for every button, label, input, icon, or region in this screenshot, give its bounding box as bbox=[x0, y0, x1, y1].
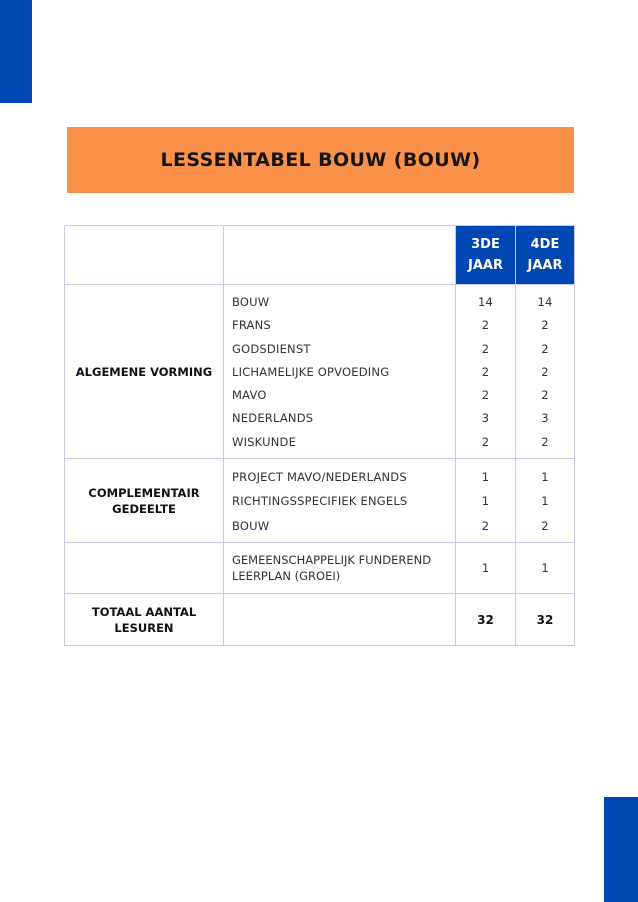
hours-value: 2 bbox=[541, 364, 549, 379]
year-4-total: 32 bbox=[516, 594, 575, 646]
hours-value: 2 bbox=[481, 318, 490, 333]
year-4-hours bbox=[516, 459, 575, 543]
hours-value: 2 bbox=[481, 364, 490, 379]
hours-value: 14 bbox=[537, 295, 553, 309]
subject-item: LICHAMELIJKE OPVOEDING bbox=[232, 364, 390, 379]
year-3-hours bbox=[456, 459, 516, 543]
total-label: TOTAAL AANTAL LESUREN bbox=[65, 594, 224, 646]
hours-value: 2 bbox=[541, 519, 549, 534]
hours-value: 2 bbox=[541, 434, 549, 449]
subject-item: MAVO bbox=[232, 388, 267, 403]
year-3-header: 3DE JAAR bbox=[456, 226, 516, 285]
hours-value: 1 bbox=[541, 494, 549, 509]
hours-value: 2 bbox=[481, 434, 490, 449]
year-3-total: 32 bbox=[456, 594, 516, 646]
group-row-algemene-vorming bbox=[65, 285, 575, 459]
decorative-bottom-bar bbox=[604, 797, 638, 902]
subject-item: WISKUNDE bbox=[232, 434, 297, 449]
hours-value: 2 bbox=[481, 341, 490, 356]
subject-item: BOUW bbox=[232, 519, 270, 534]
year-3-hours bbox=[456, 285, 516, 459]
hours-value: 1 bbox=[541, 470, 549, 485]
decorative-top-bar bbox=[0, 0, 32, 103]
group-label bbox=[65, 543, 224, 594]
subject-item: FRANS bbox=[232, 318, 271, 333]
hours-value: 2 bbox=[541, 388, 549, 403]
subject-item: RICHTINGSSPECIFIEK ENGELS bbox=[232, 494, 408, 509]
subject-item: GEMEENSCHAPPELIJK FUNDEREND LEERPLAN (GROEI) bbox=[232, 553, 432, 584]
total-row bbox=[65, 594, 575, 646]
page-title: LESSENTABEL BOUW (BOUW) bbox=[160, 149, 481, 171]
group-label: COMPLEMENTAIR GEDEELTE bbox=[65, 459, 224, 543]
lesson-table bbox=[64, 225, 575, 646]
title-banner bbox=[67, 127, 574, 193]
header-empty-cell bbox=[65, 226, 224, 285]
hours-value: 1 bbox=[481, 494, 490, 509]
group-row-groei bbox=[65, 543, 575, 594]
year-4-header: 4DE JAAR bbox=[516, 226, 575, 285]
year-4-hours bbox=[516, 285, 575, 459]
header-empty-cell bbox=[224, 226, 456, 285]
hours-value: 3 bbox=[481, 411, 490, 426]
subject-cell bbox=[224, 543, 456, 594]
subject-item: GODSDIENST bbox=[232, 341, 311, 356]
hours-value: 2 bbox=[541, 341, 549, 356]
hours-value: 2 bbox=[481, 388, 490, 403]
hours-value: 2 bbox=[541, 318, 549, 333]
hours-value: 1 bbox=[481, 470, 490, 485]
subject-item: NEDERLANDS bbox=[232, 411, 314, 426]
hours-value: 3 bbox=[541, 411, 549, 426]
subject-list bbox=[224, 459, 456, 543]
header-row bbox=[65, 226, 575, 285]
year-4-hours: 1 bbox=[516, 543, 575, 594]
subject-list bbox=[224, 285, 456, 459]
subject-item: PROJECT MAVO/NEDERLANDS bbox=[232, 470, 407, 485]
hours-value: 2 bbox=[481, 519, 490, 534]
group-label: ALGEMENE VORMING bbox=[65, 285, 224, 459]
total-empty-cell bbox=[224, 594, 456, 646]
year-3-hours: 1 bbox=[456, 543, 516, 594]
group-row-complementair-gedeelte bbox=[65, 459, 575, 543]
subject-item: BOUW bbox=[232, 295, 270, 309]
hours-value: 14 bbox=[477, 295, 494, 309]
